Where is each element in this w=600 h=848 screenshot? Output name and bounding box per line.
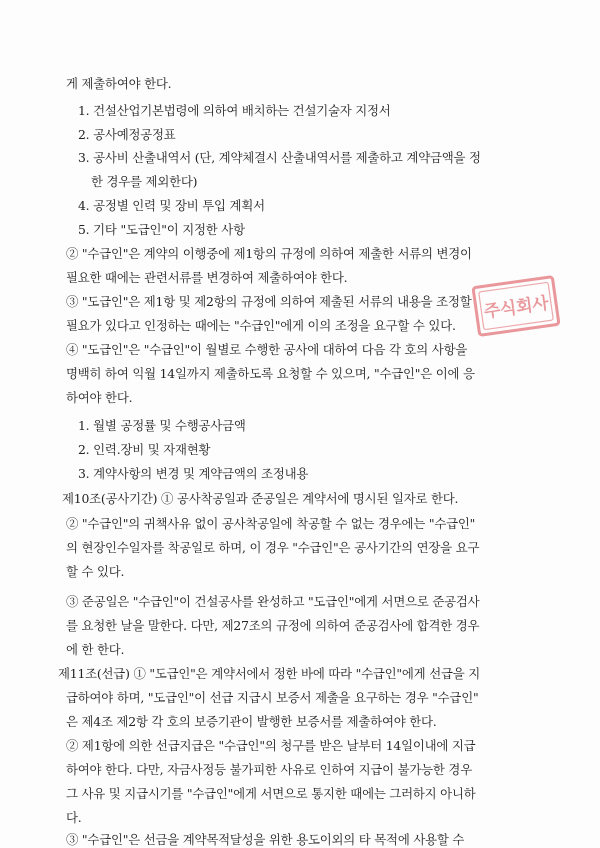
text-line: 필요한 때에는 관련서류를 변경하여 제출하여야 한다. [66,270,348,285]
text-line: 다. [66,810,82,825]
text-line: 급하여야 하며, "도급인"이 선급 지급시 보증서 제출을 요구하는 경우 "수급인" [66,690,479,705]
paragraph-line: ② "수급인"은 계약의 이행중에 제1항의 규정에 의하여 제출한 서류의 변경이 [66,246,472,261]
text-line: 은 제4조 제2항 각 호의 보증기관이 발행한 보증서를 제출하여야 한다. [66,714,437,729]
paragraph-line: ② 제1항에 의한 선급지급은 "수급인"의 청구를 받은 날부터 14일이내에 지급 [66,738,476,753]
company-seal-stamp [468,274,564,338]
list-item: 4. 공정별 인력 및 장비 투입 계획서 [78,198,265,213]
text-line: 명백히 하여 익월 14일까지 제출하도록 요청할 수 있으며, "수급인"은 이에 응 [66,366,475,381]
article-heading-line: 제11조(선급) ① "도급인"은 계약서에서 정한 바에 따라 "수급인"에게 선급을 지 [58,666,481,681]
list-item: 2. 인력.장비 및 자재현황 [78,442,211,457]
text-line: 의 현장인수일자를 착공일로 하며, 이 경우 "수급인"은 공사기간의 연장을 요구 [66,540,480,555]
paragraph-line: ② "수급인"의 귀책사유 없이 공사착공일에 착공할 수 없는 경우에는 "수급인" [66,516,476,531]
list-item: 3. 계약사항의 변경 및 계약금액의 조정내용 [78,466,309,481]
text-line: 할 수 있다. [66,564,125,579]
text-line: 에 한 한다. [66,642,125,657]
list-item: 1. 건설산업기본법령에 의하여 배치하는 건설기술자 지정서 [78,103,391,118]
list-item: 2. 공사예정공정표 [78,127,176,142]
article-heading-line: 제10조(공사기간) ① 공사착공일과 준공일은 계약서에 명시된 일자로 한다. [62,491,459,506]
text-line: 하여야 한다. 다만, 자금사정등 불가피한 사유로 인하여 지급이 불가능한 경우 [66,762,472,777]
paragraph-line: ④ "도급인"은 "수급인"이 월별로 수행한 공사에 대하여 다음 각 호의 사항을 [66,342,468,357]
text-line: 필요가 있다고 인정하는 때에는 "수급인"에게 이의 조정을 요구할 수 있다. [66,318,456,333]
text-line: 하여야 한다. [66,390,133,405]
text-line: 그 사유 및 지급시기를 "수급인"에게 서면으로 통지한 때에는 그러하지 아니하 [66,786,476,801]
text-line: 를 요청한 날을 말한다. 다만, 제27조의 규정에 의하여 준공검사에 합격한 경우 [66,618,480,633]
list-item: 1. 월별 공정률 및 수행공사금액 [78,418,246,433]
paragraph-line: ③ "수급인"은 선금을 계약목적달성을 위한 용도이외의 타 목적에 사용할 수 [66,832,465,847]
list-item: 5. 기타 "도급인"이 지정한 사항 [78,222,245,237]
paragraph-line: ③ "도급인"은 제1항 및 제2항의 규정에 의하여 제출된 서류의 내용을 조정할 [66,294,472,309]
text-line: 한 경우를 제외한다) [91,174,198,189]
list-item: 3. 공사비 산출내역서 (단, 계약체결시 산출내역서를 제출하고 계약금액을 정 [78,150,481,165]
text-line: 게 제출하여야 한다. [66,76,172,91]
paragraph-line: ③ 준공일은 "수급인"이 건설공사를 완성하고 "도급인"에게 서면으로 준공검사 [66,594,480,609]
svg-text:주식회사: 주식회사 [482,293,550,323]
